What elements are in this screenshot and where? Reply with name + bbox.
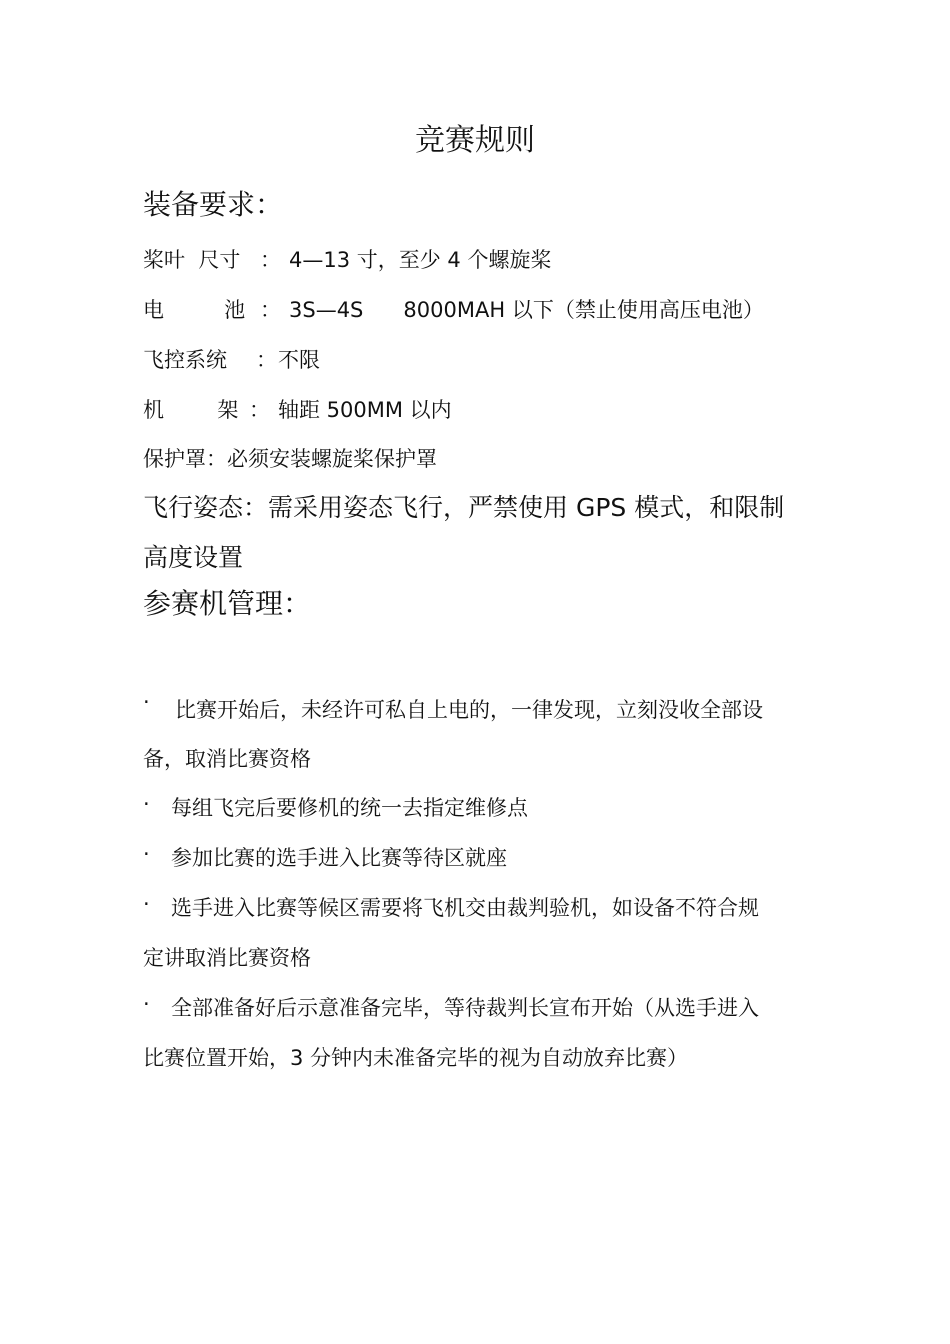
- equipment-heading: 装备要求：: [143, 188, 284, 221]
- bullet-4: ·: [143, 892, 150, 916]
- bullet-5: ·: [143, 992, 150, 1016]
- bullet-2: ·: [143, 792, 150, 816]
- bullet-1: ·: [143, 690, 150, 714]
- page-title: 竞赛规则: [415, 123, 535, 158]
- row-value: 不限: [278, 348, 320, 372]
- row-separator: ：: [249, 398, 270, 422]
- flight-mode-line-1: 飞行姿态：需采用姿态飞行，严禁使用 GPS 模式，和限制: [143, 493, 785, 522]
- row-label: 机 架: [143, 398, 239, 422]
- row-value: 4—13 寸，至少 4 个螺旋桨: [289, 248, 552, 272]
- row-value: 轴距 500MM 以内: [278, 398, 452, 422]
- row-separator: ：: [256, 348, 277, 372]
- rule-1-line-1: 比赛开始后，未经许可私自上电的，一律发现，立刻没收全部设: [175, 698, 763, 722]
- bullet-3: ·: [143, 842, 150, 866]
- rule-5-line-2: 比赛位置开始，3 分钟内未准备完毕的视为自动放弃比赛）: [143, 1046, 689, 1070]
- row-label: 飞控系统: [143, 348, 227, 372]
- rule-5-line-1: 全部准备好后示意准备完毕，等待裁判长宣布开始（从选手进入: [171, 996, 759, 1020]
- row-separator: ：: [260, 298, 281, 322]
- rule-1-line-2: 备，取消比赛资格: [143, 747, 311, 771]
- row-label: 电 池: [143, 298, 246, 322]
- management-heading: 参赛机管理：: [143, 587, 312, 620]
- flight-mode-line-2: 高度设置: [143, 543, 244, 572]
- row-value: 3S—4S 8000MAH 以下（禁止使用高压电池）: [289, 298, 764, 322]
- guard-requirement: 保护罩：必须安装螺旋桨保护罩: [143, 447, 437, 471]
- rule-2: 每组飞完后要修机的统一去指定维修点: [171, 796, 528, 820]
- rule-3: 参加比赛的选手进入比赛等待区就座: [171, 846, 507, 870]
- rule-4-line-2: 定讲取消比赛资格: [143, 946, 311, 970]
- row-label: 桨叶 尺寸: [143, 248, 241, 272]
- rule-4-line-1: 选手进入比赛等候区需要将飞机交由裁判验机，如设备不符合规: [171, 896, 759, 920]
- row-separator: ：: [260, 248, 281, 272]
